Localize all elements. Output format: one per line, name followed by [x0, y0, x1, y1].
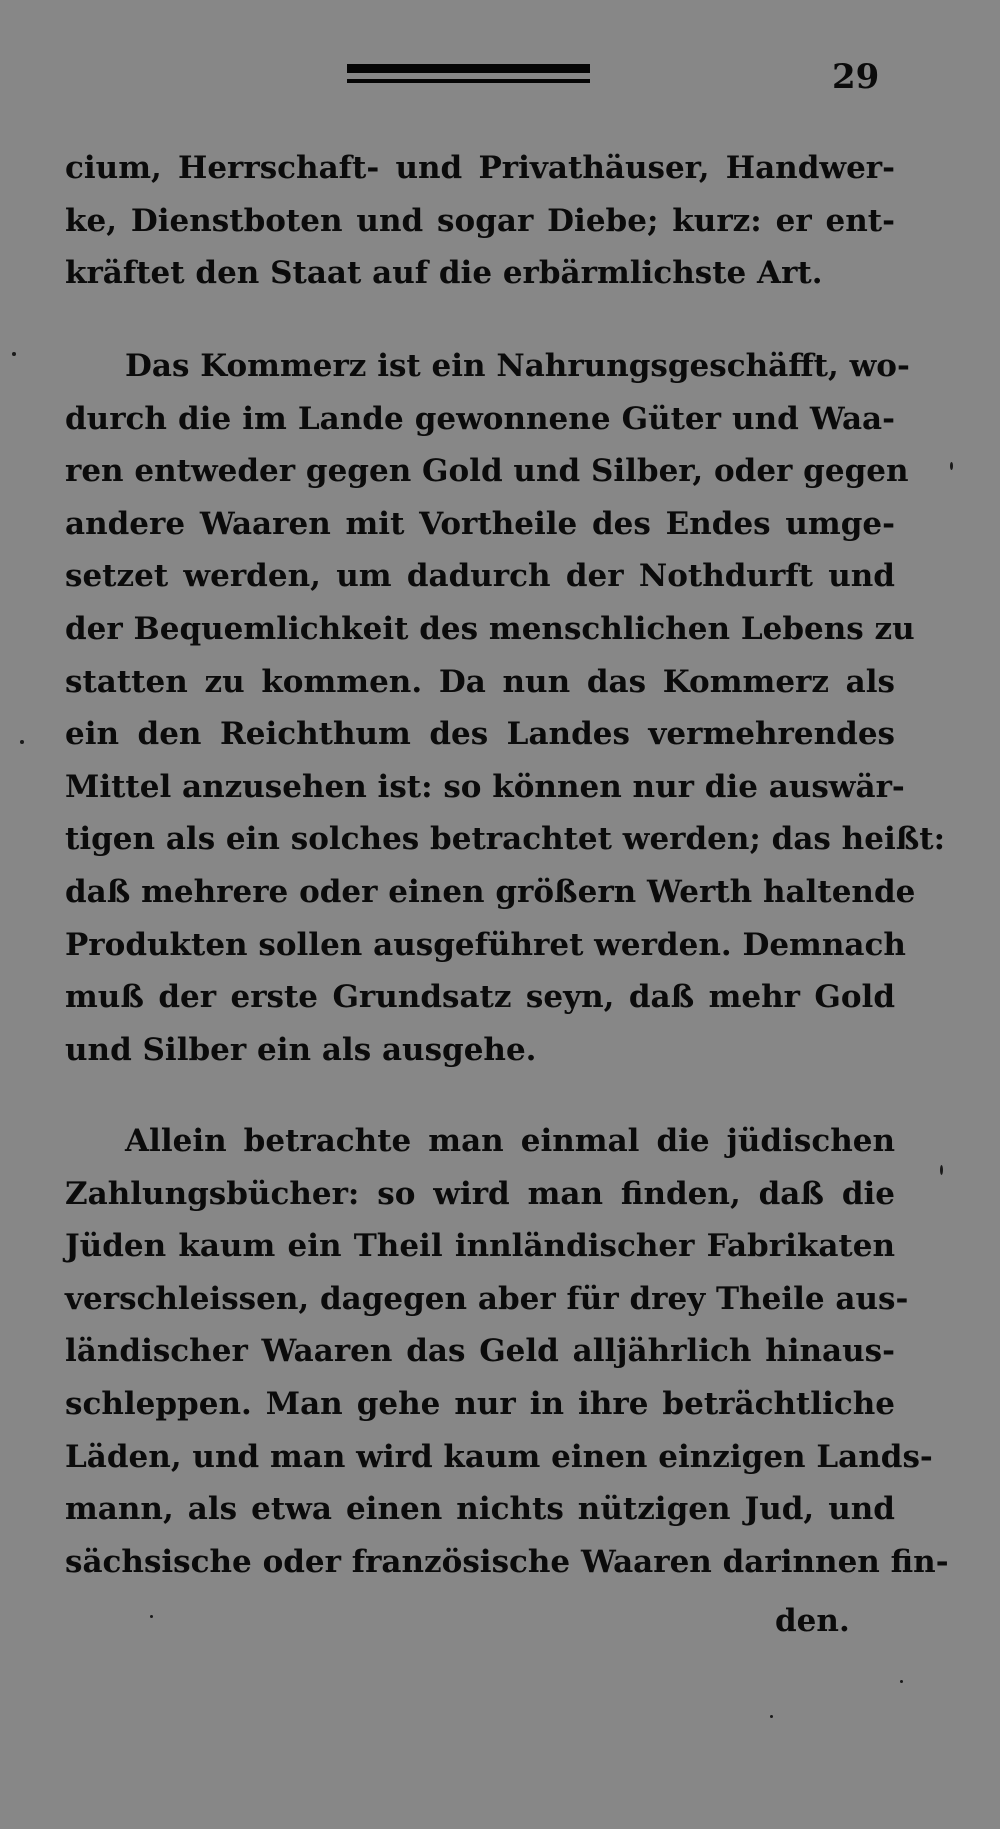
- text-line: Zahlungsbücher: so wird man finden, daß die: [65, 1175, 895, 1212]
- scan-speck: [950, 462, 953, 470]
- text-line: statten zu kommen. Da nun das Kommerz als: [65, 663, 895, 700]
- text-line: andere Waaren mit Vortheile des Endes umge-: [65, 505, 895, 542]
- header-rule-thick: [347, 64, 590, 73]
- text-line: durch die im Lande gewonnene Güter und Waa-: [65, 400, 895, 437]
- text-line: ein den Reichthum des Landes vermehrendes: [65, 716, 895, 753]
- text-line: Produkten sollen ausgeführet werden. Demnach: [65, 926, 906, 963]
- text-line: kräftet den Staat auf die erbärmlichste Art.: [65, 255, 823, 292]
- scan-speck: [20, 740, 24, 744]
- header-rule-thin: [347, 79, 590, 83]
- page-number: 29: [832, 57, 880, 97]
- text-line: schleppen. Man gehe nur in ihre beträchtliche: [65, 1385, 895, 1422]
- paragraph-3: [65, 1115, 949, 1588]
- text-line: ren entweder gegen Gold und Silber, oder gegen: [65, 453, 909, 490]
- text-line: mann, als etwa einen nichts nützigen Jud, und: [65, 1491, 895, 1528]
- text-line: Das Kommerz ist ein Nahrungsgeschäfft, wo-: [125, 348, 910, 384]
- text-line: und Silber ein als ausgehe.: [65, 1031, 537, 1068]
- paragraph-1: [65, 142, 895, 300]
- text-line: Läden, und man wird kaum einen einzigen Lands-: [65, 1438, 933, 1475]
- text-line: tigen als ein solches betrachtet werden; das heißt:: [65, 821, 946, 858]
- text-line: verschleissen, dagegen aber für drey Theile aus-: [65, 1280, 909, 1317]
- text-line: Allein betrachte man einmal die jüdischen: [125, 1123, 895, 1159]
- text-line: cium, Herrschaft- und Privathäuser, Handwer-: [65, 150, 895, 186]
- text-line: ländischer Waaren das Geld alljährlich hinaus-: [65, 1333, 895, 1370]
- scan-speck: [900, 1680, 903, 1683]
- scan-speck: [150, 1615, 153, 1618]
- scan-speck: [940, 1165, 943, 1175]
- scan-speck: [12, 352, 16, 356]
- catchword: den.: [775, 1603, 850, 1639]
- text-line: Jüden kaum ein Theil innländischer Fabrikaten: [65, 1228, 895, 1265]
- text-line: muß der erste Grundsatz seyn, daß mehr Gold: [65, 979, 895, 1016]
- text-line: der Bequemlichkeit des menschlichen Lebens zu: [65, 610, 915, 647]
- text-line: daß mehrere oder einen größern Werth haltende: [65, 873, 916, 910]
- text-line: sächsische oder französische Waaren darinnen fin-: [65, 1543, 949, 1580]
- text-line: Mittel anzusehen ist: so können nur die auswär-: [65, 768, 905, 805]
- text-line: setzet werden, um dadurch der Nothdurft und: [65, 558, 895, 595]
- text-line: ke, Dienstboten und sogar Diebe; kurz: er ent-: [65, 202, 895, 239]
- paragraph-2: [65, 340, 946, 1076]
- scan-speck: [770, 1715, 773, 1718]
